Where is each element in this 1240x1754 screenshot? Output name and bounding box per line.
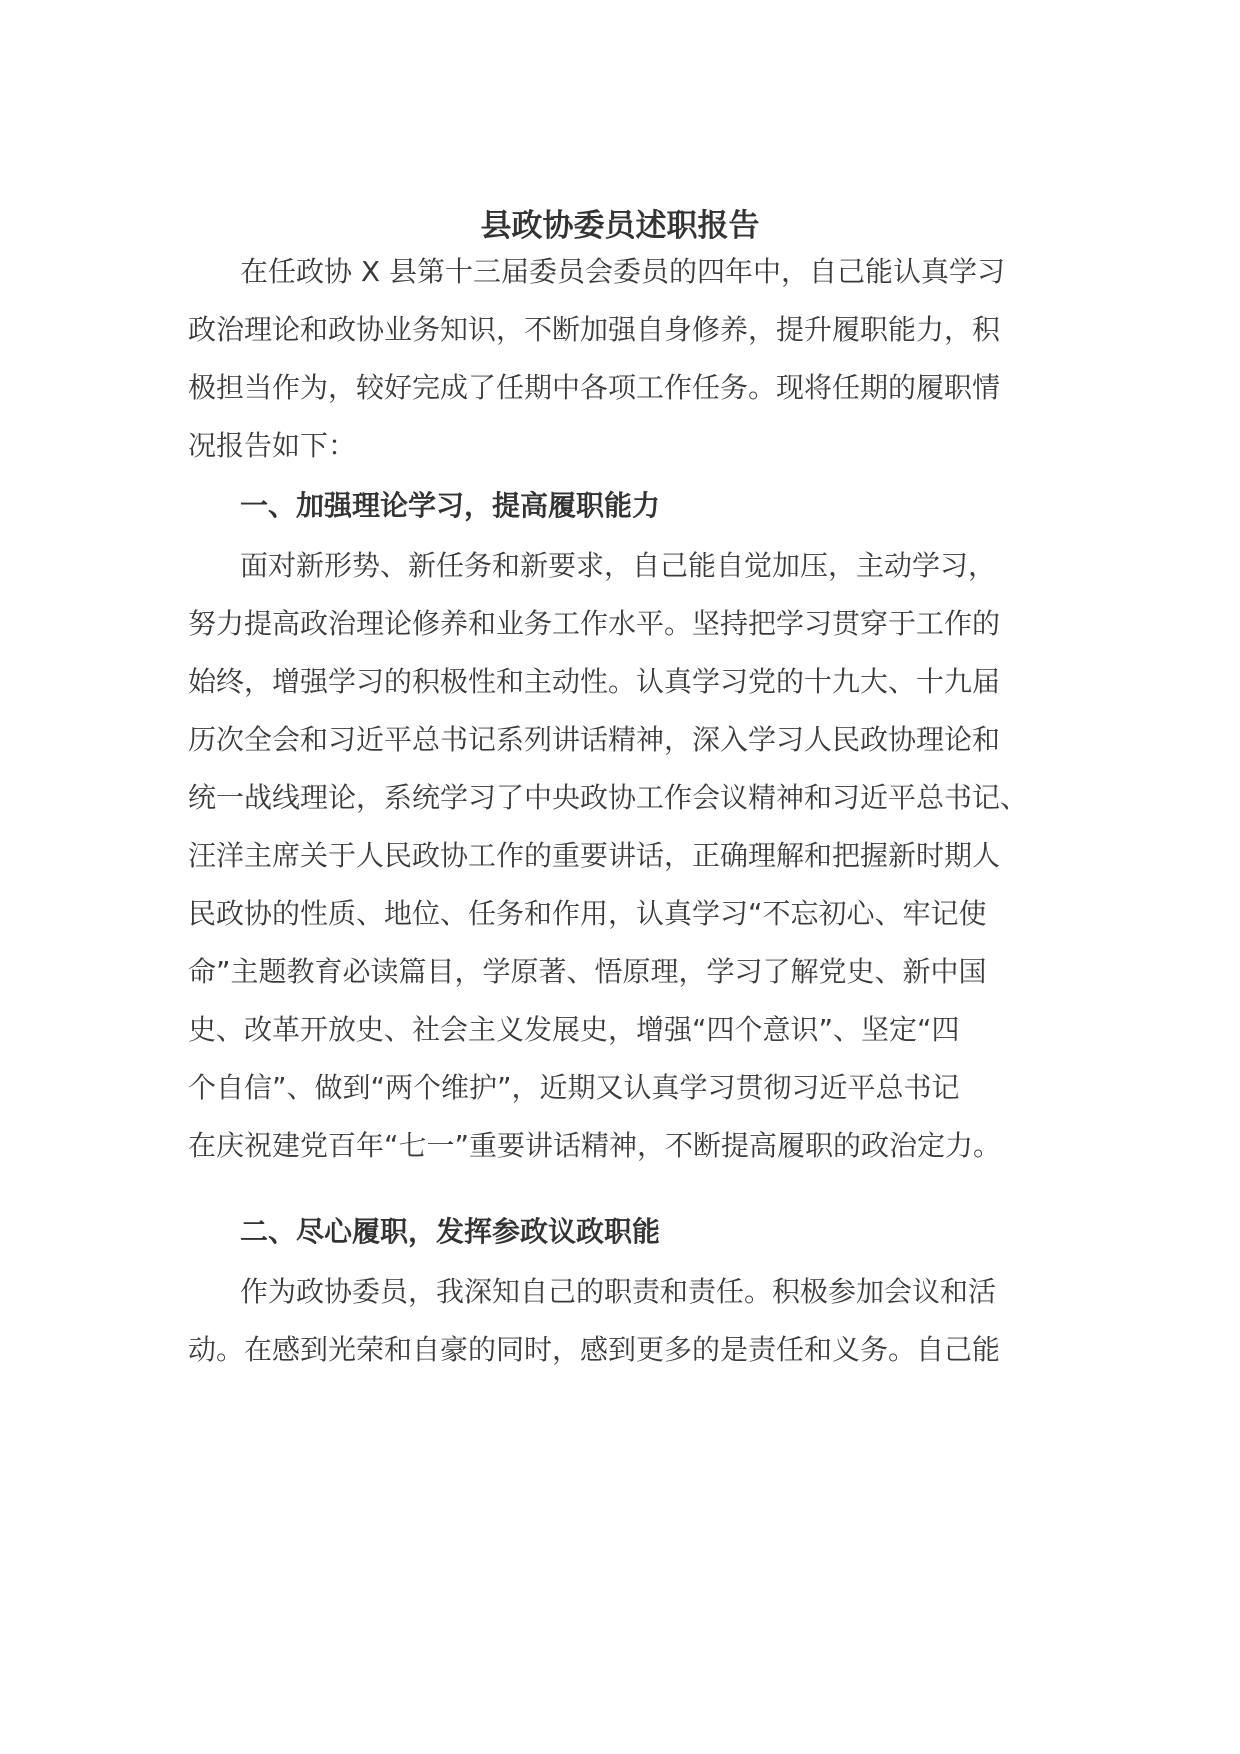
section-2-line-1: 作为政协委员，我深知自己的职责和责任。积极参加会议和活 (240, 1275, 997, 1308)
section-1-line-7: 民政协的性质、地位、任务和作用，认真学习“不忘初心、牢记使 (188, 897, 987, 930)
section-1-heading: 一、加强理论学习，提高履职能力 (240, 489, 661, 522)
section-1-line-11: 在庆祝建党百年“七一”重要讲话精神，不断提高履职的政治定力。 (188, 1129, 1002, 1162)
section-1-line-3: 始终，增强学习的积极性和主动性。认真学习党的十九大、十九届 (188, 665, 1001, 698)
section-1-line-10: 个自信”、做到“两个维护”，近期又认真学习贯彻习近平总书记 (188, 1071, 960, 1104)
section-1-line-9: 史、改革开放史、社会主义发展史，增强“四个意识”、坚定“四 (188, 1013, 960, 1046)
document-title: 县政协委员述职报告 (480, 208, 760, 244)
section-2-heading: 二、尽心履职，发挥参政议政职能 (240, 1215, 661, 1248)
intro-line-2: 政治理论和政协业务知识，不断加强自身修养，提升履职能力，积 (188, 313, 1001, 346)
section-1-line-8: 命”主题教育必读篇目，学原著、悟原理，学习了解党史、新中国 (188, 955, 987, 988)
intro-line-4: 况报告如下： (188, 429, 357, 462)
section-1-line-5: 统一战线理论，系统学习了中央政协工作会议精神和习近平总书记、 (188, 781, 1029, 814)
section-1-line-2: 努力提高政治理论修养和业务工作水平。坚持把学习贯穿于工作的 (188, 607, 1001, 640)
section-2-line-2: 动。在感到光荣和自豪的同时，感到更多的是责任和义务。自己能 (188, 1333, 1001, 1366)
intro-line-3: 极担当作为，较好完成了任期中各项工作任务。现将任期的履职情 (188, 371, 1001, 404)
section-1-line-4: 历次全会和习近平总书记系列讲话精神，深入学习人民政协理论和 (188, 723, 1001, 756)
section-1-line-6: 汪洋主席关于人民政协工作的重要讲话，正确理解和把握新时期人 (188, 839, 1001, 872)
intro-line-1: 在任政协 X 县第十三届委员会委员的四年中，自己能认真学习 (240, 255, 1005, 288)
section-1-line-1: 面对新形势、新任务和新要求，自己能自觉加压，主动学习， (240, 549, 997, 582)
